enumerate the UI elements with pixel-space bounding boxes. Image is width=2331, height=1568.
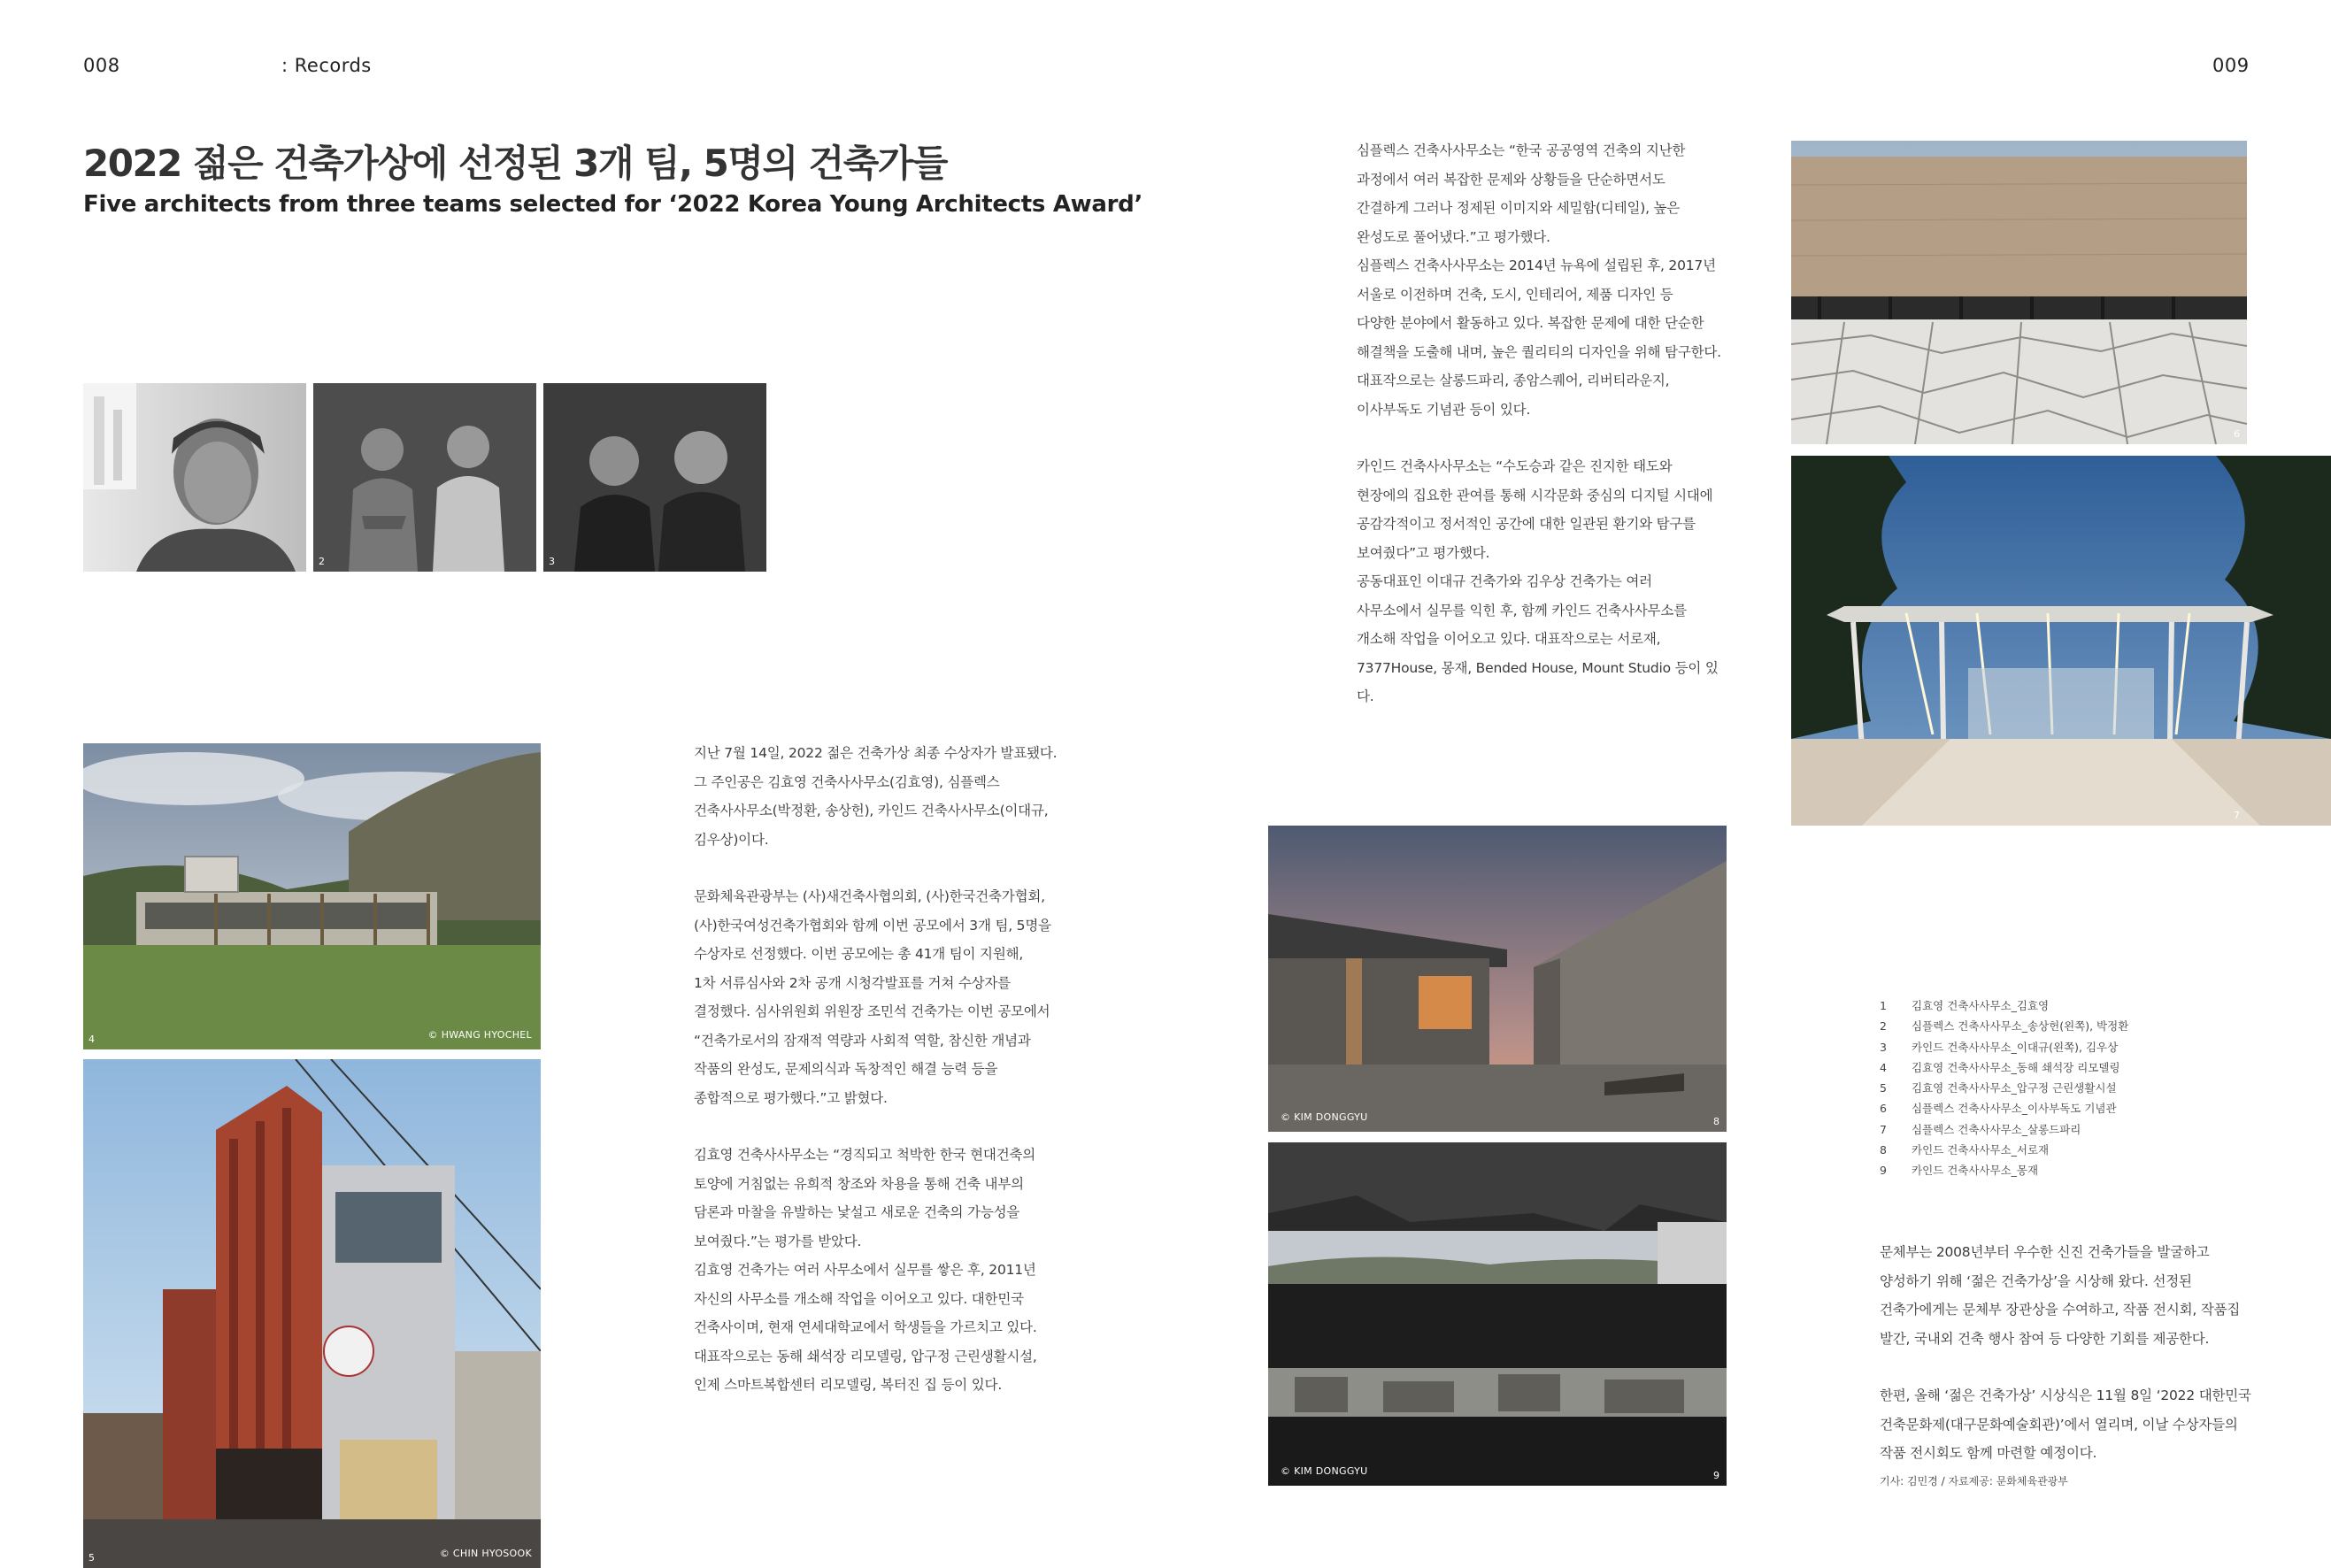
caption-item: 6 심플렉스 건축사사무소_이사부독도 기념관 (1880, 1102, 2117, 1116)
caption-item: 7 심플렉스 건축사사무소_살롱드파리 (1880, 1122, 2081, 1136)
article-body-right-top (1357, 136, 1728, 740)
article-body-right-bottom (1880, 1238, 2269, 1488)
page-subtitle: Five architects from three teams selected for ‘2022 Korea Young Architects Award’ (83, 191, 1143, 218)
caption-item: 4 김효영 건축사사무소_동해 쇄석장 리모델링 (1880, 1060, 2120, 1074)
article-paragraph: 문화체육관광부는 (사)새건축사협의회, (사)한국건축가협회, (사)한국여성건축가협회와 함께 이번 공모에서 3개 팀, 5명을 수상자로 선정했다. 이번 공모에는 총 41개 팀이 지원해, 1차 서류심사와 2차 공개 시청각발표를 거쳐 수상자를 결정했다. 심사위원회 위원장 조민석 건축가는 이번 공모에서 “건축가로서의 잠재적 역량과 사회적 역할, 참신한 개념과 작품의 완성도, 문제의식과 독창적인 해결 능력 등을 종합적으로 평가했다.”고 밝혔다. (694, 888, 1051, 1106)
article-paragraph: 카인드 건축사사무소는 “수도승과 같은 진지한 태도와 현장에의 집요한 관여를 통해 시각문화 중심의 디지털 시대에 공감각적이고 정서적인 공간에 대한 일관된 환기와 탐구를 보여줬다”고 평가했다. 공동대표인 이대규 건축가와 김우상 건축가는 여러 사무소에서 실무를 익힌 후, 함께 카인드 건축사사무소를 개소해 작업을 이어오고 있다. 대표작으로는 서로재, 7377House, 몽재, Bended House, Mount Studio 등이 있다. (1357, 458, 1719, 704)
caption-item: 5 김효영 건축사사무소_압구정 근린생활시설 (1880, 1081, 2117, 1095)
caption-item: 9 카인드 건축사사무소_몽재 (1880, 1164, 2039, 1178)
photo-8-seorojae: 8 © KIM DONGGYU (1268, 826, 1727, 1132)
photo-6-memorial-plaza: 6 (1791, 141, 2247, 444)
caption-item: 3 카인드 건축사사무소_이대규(왼쪽), 김우상 (1880, 1040, 2119, 1054)
article-paragraph: 김효영 건축사사무소는 “경직되고 척박한 한국 현대건축의 토양에 거침없는 유희적 창조와 차용을 통해 건축 내부의 담론과 마찰을 유발하는 낯설고 새로운 건축의 가능성을 보여줬다.”는 평가를 받았다. 김효영 건축가는 여러 사무소에서 실무를 쌓은 후, 2011년 자신의 사무소를 개소해 작업을 이어오고 있다. 대한민국 건축사이며, 현재 연세대학교에서 학생들을 가르치고 있다. 대표작으로는 동해 쇄석장 리모델링, 압구정 근린생활시설, 인제 스마트복합센터 리모델링, 복터진 집 등이 있다. (694, 1147, 1037, 1393)
article-paragraph: 지난 7월 14일, 2022 젊은 건축가상 최종 수상자가 발표됐다. 그 주인공은 김효영 건축사사무소(김효영), 심플렉스 건축사사무소(박정환, 송상헌), 카인드 건축사사무소(이대규, 김우상)이다. (694, 745, 1058, 848)
section-label: : Records (281, 55, 372, 76)
caption-item: 8 카인드 건축사사무소_서로재 (1880, 1143, 2050, 1157)
caption-item: 1 김효영 건축사사무소_김효영 (1880, 999, 2050, 1012)
photo-5-brick-building: 5 © CHIN HYOSOOK (83, 1059, 541, 1568)
left-page-number: 008 (83, 55, 120, 76)
article-paragraph: 한편, 올해 ‘젊은 건축가상’ 시상식은 11월 8일 ‘2022 대한민국 건축문화제(대구문화예술회관)’에서 열리며, 이날 수상자들의 작품 전시회도 함께 마련할 예정이다. (1880, 1387, 2251, 1461)
article-body-middle (694, 739, 1065, 1428)
article-paragraph: 심플렉스 건축사사무소는 “한국 공공영역 건축의 지난한 과정에서 여러 복잡한 문제와 상황들을 단순하면서도 간결하게 그러나 정제된 이미지와 세밀함(디테일), 높은 완성도로 풀어냈다.”고 평가했다. 심플렉스 건축사사무소는 2014년 뉴욕에 설립된 후, 2017년 서울로 이전하며 건축, 도시, 인테리어, 제품 디자인 등 다양한 분야에서 활동하고 있다. 복잡한 문제에 대한 단순한 해결책을 도출해 내며, 높은 퀄리티의 디자인을 위해 탐구한다. 대표작으로는 살롱드파리, 종암스퀘어, 리버티라운지, 이사부독도 기념관 등이 있다. (1357, 142, 1721, 418)
caption-list (1880, 995, 2251, 1181)
photo-7-pavilion: 7 (1791, 456, 2331, 826)
portrait-2: 2 (313, 383, 536, 572)
article-credit: 기사: 김민경 / 자료제공: 문화체육관광부 (1880, 1474, 2068, 1487)
page-title: 2022 젊은 건축가상에 선정된 3개 팀, 5명의 건축가들 (83, 142, 947, 185)
article-paragraph: 문체부는 2008년부터 우수한 신진 건축가들을 발굴하고 양성하기 위해 ‘젊은 건축가상’을 시상해 왔다. 선정된 건축가에게는 문체부 장관상을 수여하고, 작품 전시회, 작품집 발간, 국내외 건축 행사 참여 등 다양한 기회를 제공한다. (1880, 1244, 2241, 1347)
photo-9-mongjae: 9 © KIM DONGGYU (1268, 1142, 1727, 1486)
right-page-number: 009 (2212, 55, 2250, 76)
portrait-1 (83, 383, 306, 572)
portrait-3: 3 (543, 383, 766, 572)
caption-item: 2 심플렉스 건축사사무소_송상헌(왼쪽), 박정환 (1880, 1019, 2129, 1034)
photo-4-building-exterior: 4 © HWANG HYOCHEL (83, 743, 541, 1049)
